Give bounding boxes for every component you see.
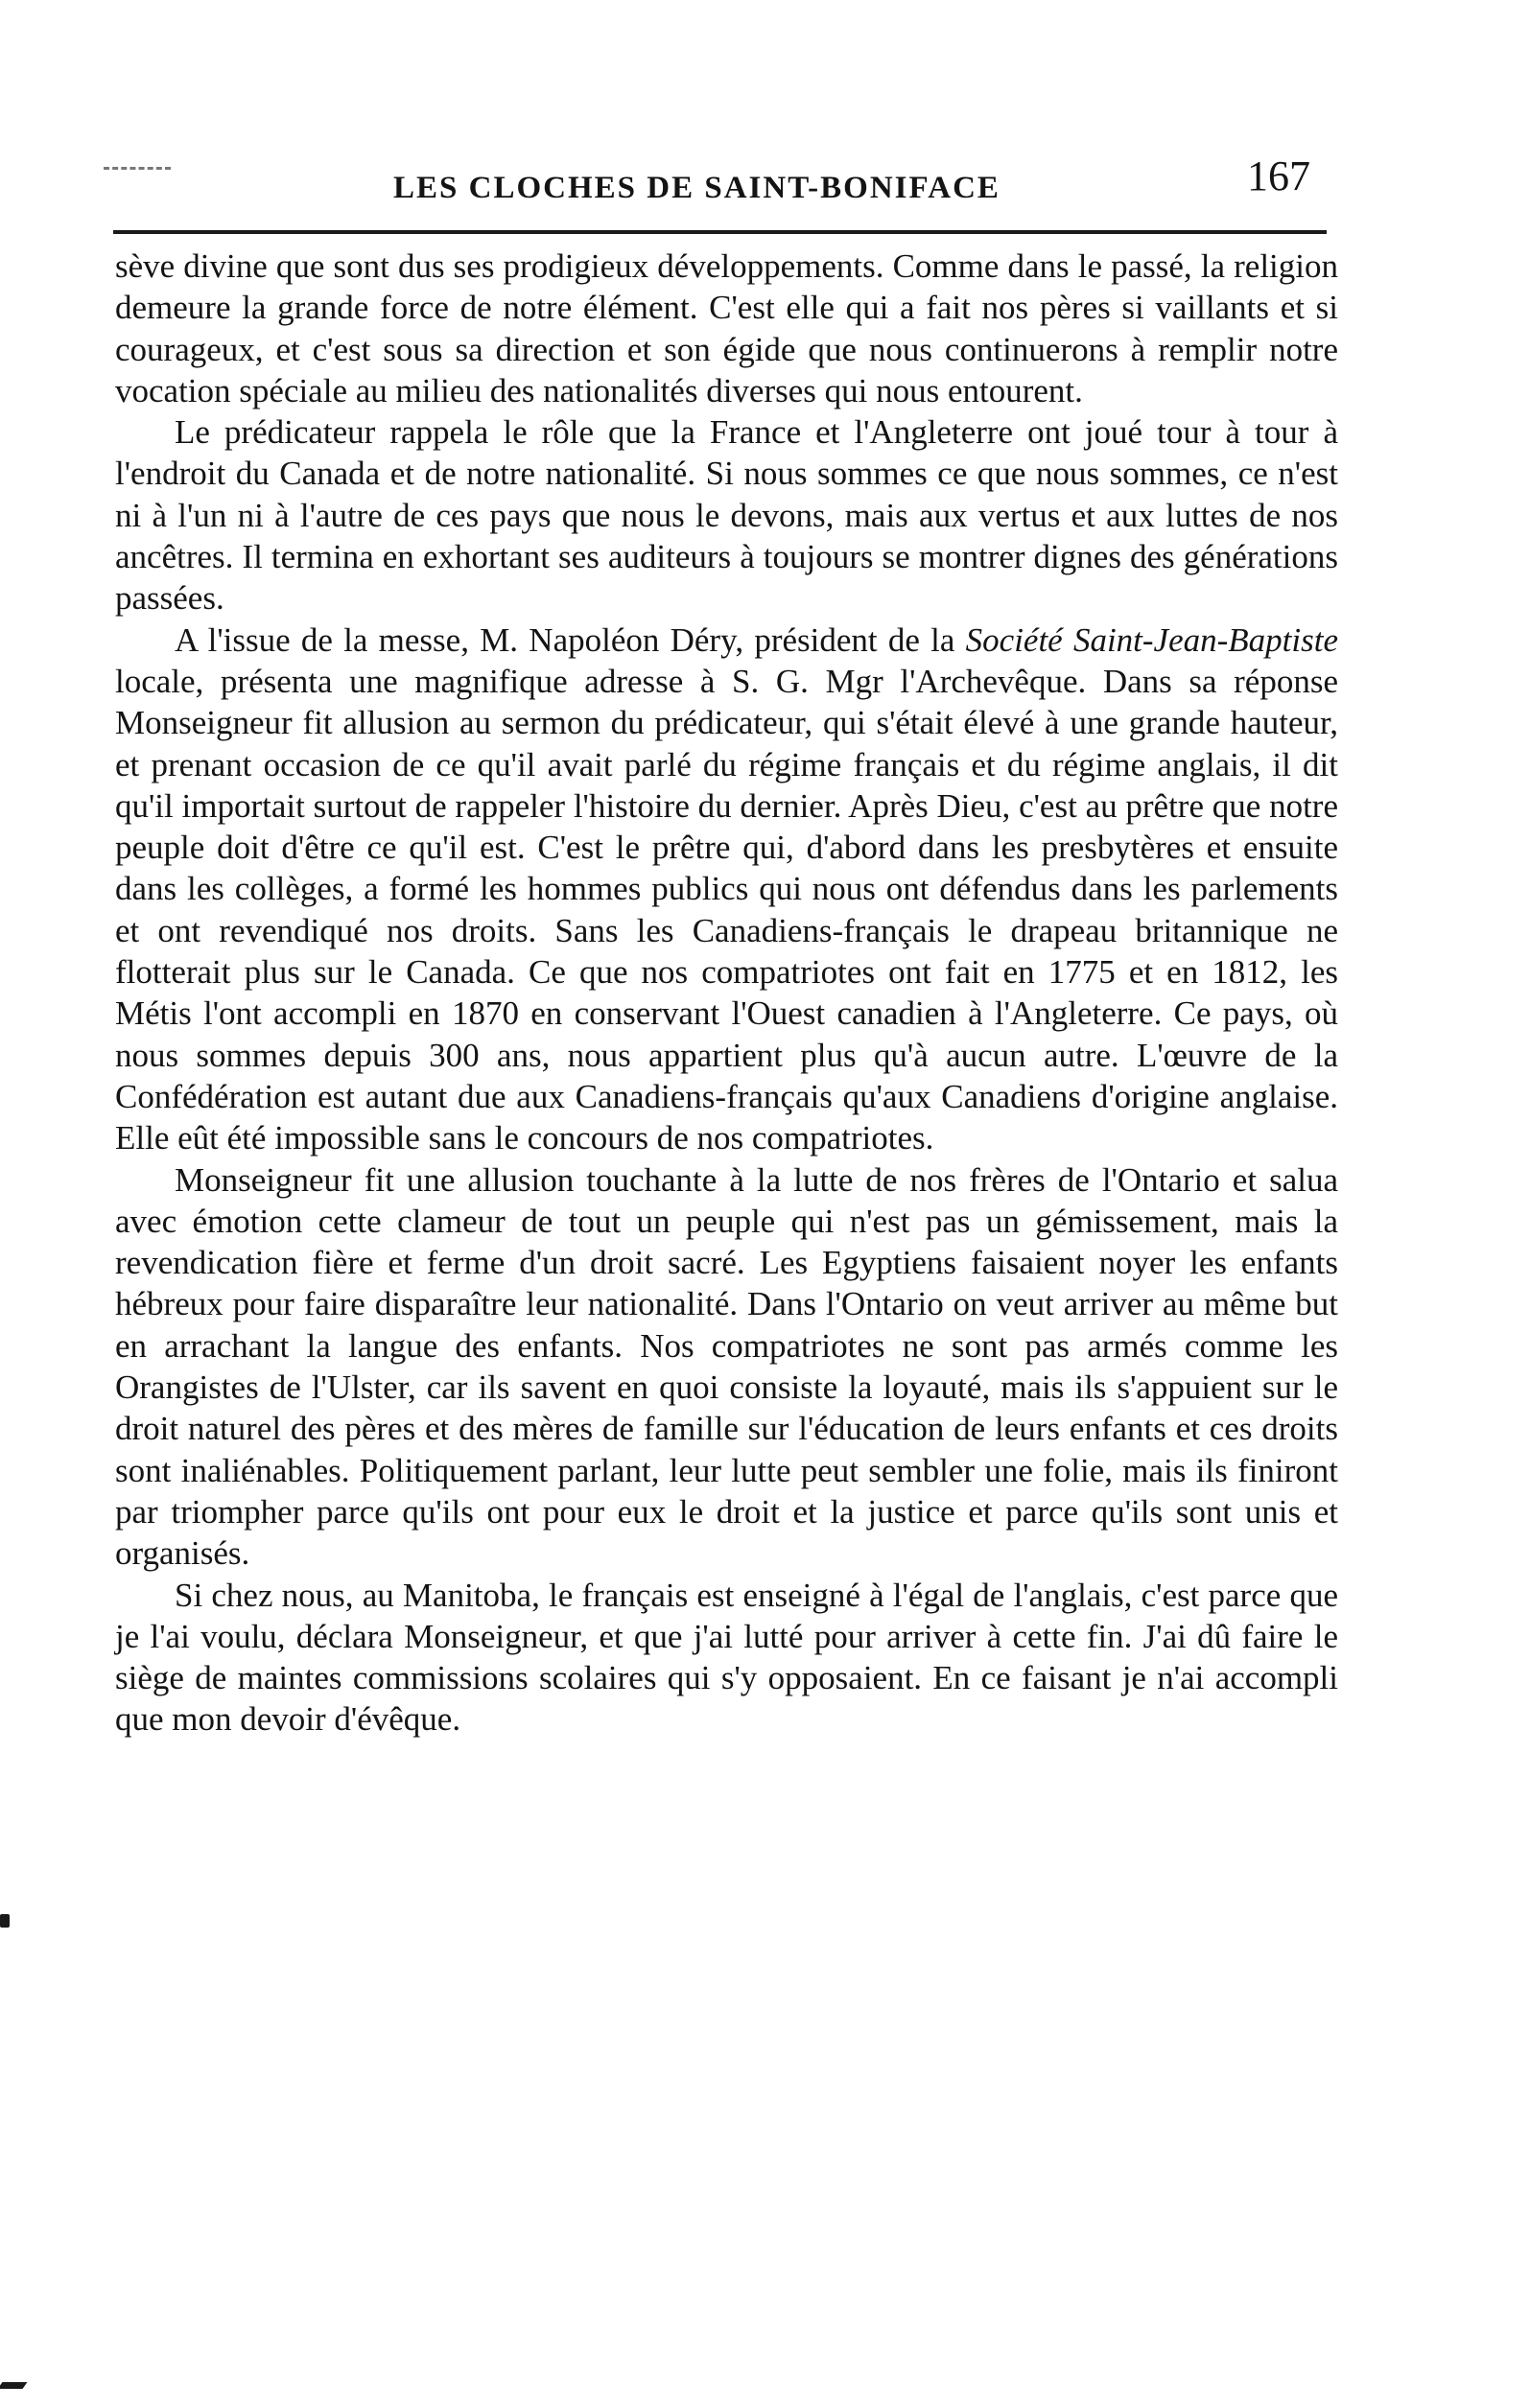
top-margin-mark [104, 167, 171, 174]
paragraph-3 [115, 620, 1338, 1159]
bottom-corner-mark [0, 2382, 27, 2389]
society-name: Société Saint-Jean-Baptiste [965, 620, 1338, 659]
paragraph-1: sève divine que sont dus ses prodigieux développements. Comme dans le passé, la religion demeure la grande force de notre élément. C'est elle qui a fait nos pères si vaillants et si courageux, et c'est sous sa direction et son égide que nous continuerons à remplir notre vocation spéciale au milieu des nationalités diverses qui nous entourent. [115, 247, 1338, 409]
paragraph-2: Le prédicateur rappela le rôle que la France et l'Angleterre ont joué tour à tour à l'endroit du Canada et de notre nationalité. Si nous sommes ce que nous sommes, ce n'est ni à l'un ni à l'autre de ces pays que nous le devons, mais aux vertus et aux luttes de nos ancêtres. Il termina en exhortant ses auditeurs à toujours se montrer dignes des générations passées. [115, 413, 1338, 618]
paragraph-3-rest: locale, présenta une magnifique adresse à S. G. Mgr l'Archevêque. Dans sa réponse Monseigneur fit allusion au sermon du prédicateur, qui s'était élevé à une grande hauteur, et prenant occasion de ce qu'il avait parlé du régime français et du régime anglais, il dit qu'il importait surtout de rappeler l'histoire du dernier. Après Dieu, c'est au prêtre que notre peuple doit d'être ce qu'il est. C'est le prêtre qui, d'abord dans les presbytères et ensuite dans les collèges, a formé les hommes publics qui nous ont défendus dans les parlements et ont revendiqué nos droits. Sans les Canadiens-français le drapeau britannique ne flotterait plus sur le Canada. Ce que nos compatriotes ont fait en 1775 et en 1812, les Métis l'ont accompli en 1870 en conservant l'Ouest canadien à l'Angleterre. Ce pays, où nous sommes depuis 300 ans, nous appartient plus qu'à aucun autre. L'œuvre de la Confédération est autant due aux Canadiens-français qu'aux Canadiens d'origine anglaise. Elle eût été impossible sans le concours de nos compatriotes. [115, 662, 1338, 1157]
running-header: LES CLOCHES DE SAINT-BONIFACE [393, 171, 1000, 205]
paragraph-5: Si chez nous, au Manitoba, le français est enseigné à l'égal de l'anglais, c'est parce que je l'ai voulu, déclara Monseigneur, et que j'ai lutté pour arriver à cette fin. J'ai dû faire le siège de maintes commissions scolaires qui s'y opposaient. En ce faisant je n'ai accompli que mon devoir d'évêque. [115, 1576, 1338, 1739]
page-number: 167 [1247, 152, 1310, 199]
header-rule [113, 230, 1327, 234]
paragraph-4: Monseigneur fit une allusion touchante à la lutte de nos frères de l'Ontario et salua avec émotion cette clameur de tout un peuple qui n'est pas un gémissement, mais la revendication fière et ferme d'un droit sacré. Les Egyptiens faisaient noyer les enfants hébreux pour faire disparaître leur nationalité. Dans l'Ontario on veut arriver au même but en arrachant la langue des enfants. Nos compatriotes ne sont pas armés comme les Orangistes de l'Ulster, car ils savent en quoi consiste la loyauté, mais ils s'appuient sur le droit naturel des pères et des mères de famille sur l'éducation de leurs enfants et ces droits sont inaliénables. Politiquement parlant, leur lutte peut sembler une folie, mais ils finiront par triompher parce qu'ils ont pour eux le droit et la justice et parce qu'ils sont unis et organisés. [115, 1160, 1338, 1573]
left-margin-mark [0, 1914, 10, 1928]
paragraph-3-lead: A l'issue de la messe, M. Napoléon Déry, président de la [175, 620, 966, 659]
body-text [115, 245, 1338, 1741]
